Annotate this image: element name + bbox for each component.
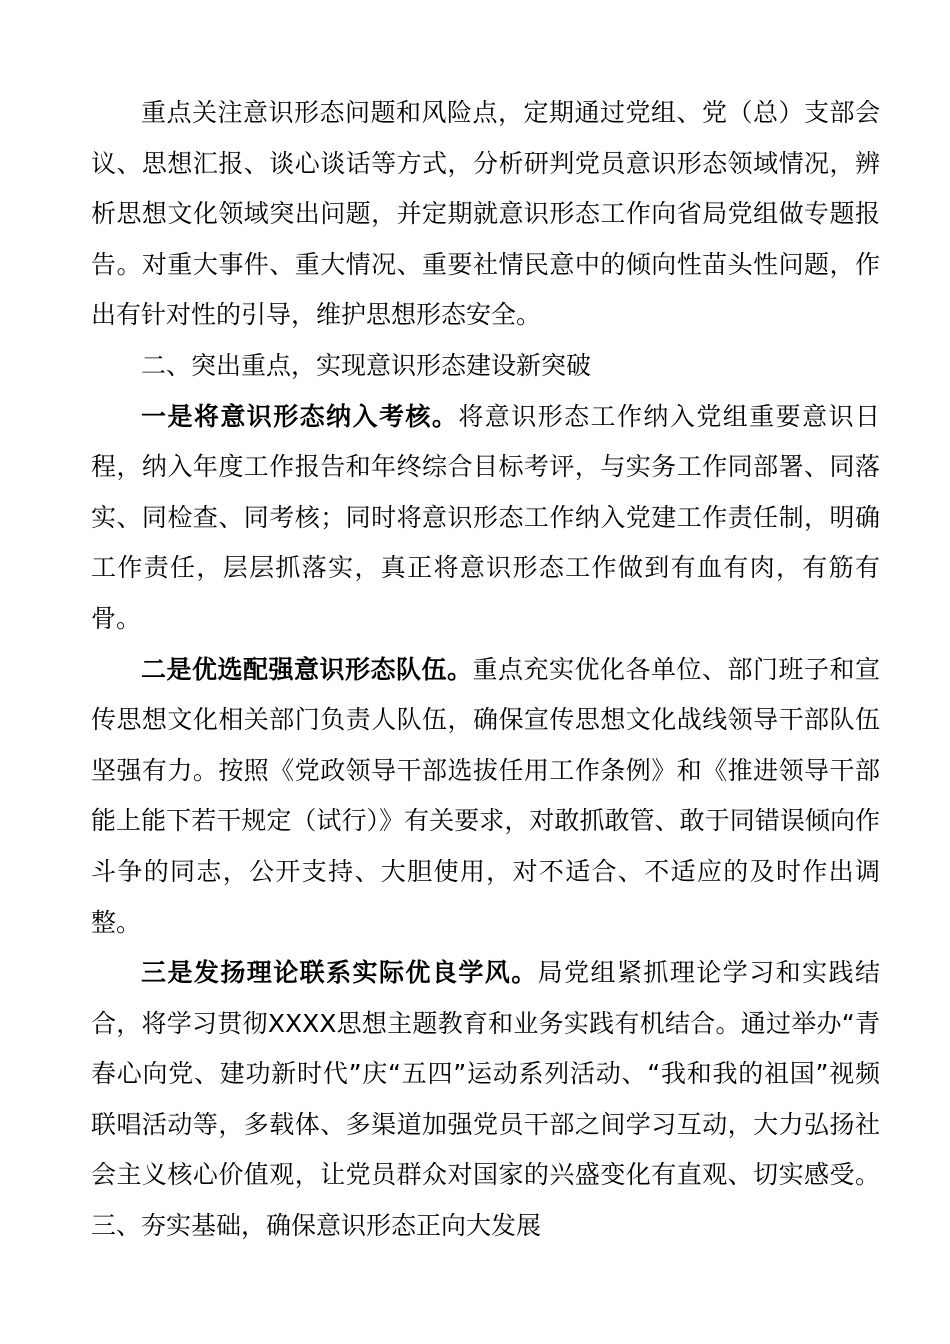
section-heading-text: 二、突出重点，实现意识形态建设新突破	[141, 350, 592, 380]
paragraph-text: 重点充实优化各单位、部门班子和宣传思想文化相关部门负责人队伍，确保宣传思想文化战线领导干部队伍坚强有力。按照《党政领导干部选拔任用工作条例》和《推进领导干部能上能下若干规定（试行）》有关要求，对敢抓敢管、敢于同错误倾向作斗争的同志，公开支持、大胆使用，对不适合、不适应的及时作出调整。	[91, 654, 880, 937]
paragraph-focus-risks	[91, 88, 880, 341]
paragraph-team	[91, 645, 880, 949]
paragraph-text: 局党组紧抓理论学习和实践结合，将学习贯彻XXXX思想主题教育和业务实践有机结合。通过举办“青春心向党、建功新时代”庆“五四”运动系列活动、“我和我的祖国”视频联唱活动等，多载体、多渠道加强党员干部之间学习互动，大力弘扬社会主义核心价值观，让党员群众对国家的兴盛变化有直观、切实感受。三、夯实基础，确保意识形态正向大发展	[91, 958, 880, 1241]
paragraph-text: 重点关注意识形态问题和风险点，定期通过党组、党（总）支部会议、思想汇报、谈心谈话等方式，分析研判党员意识形态领域情况，辨析思想文化领域突出问题，并定期就意识形态工作向省局党组做专题报告。对重大事件、重大情况、重要社情民意中的倾向性苗头性问题，作出有针对性的引导，维护思想形态安全。	[91, 98, 880, 330]
paragraph-lead: 三是发扬理论联系实际优良学风。	[141, 958, 538, 988]
section-heading-2	[91, 341, 880, 392]
paragraph-lead: 一是将意识形态纳入考核。	[141, 401, 459, 431]
paragraph-assessment	[91, 392, 880, 645]
paragraph-lead: 二是优选配强意识形态队伍。	[141, 654, 473, 684]
paragraph-text: 将意识形态工作纳入党组重要意识日程，纳入年度工作报告和年终综合目标考评，与实务工作同部署、同落实、同检查、同考核；同时将意识形态工作纳入党建工作责任制，明确工作责任，层层抓落实，真正将意识形态工作做到有血有肉，有筋有骨。	[91, 401, 880, 633]
paragraph-study-style	[91, 948, 880, 1252]
